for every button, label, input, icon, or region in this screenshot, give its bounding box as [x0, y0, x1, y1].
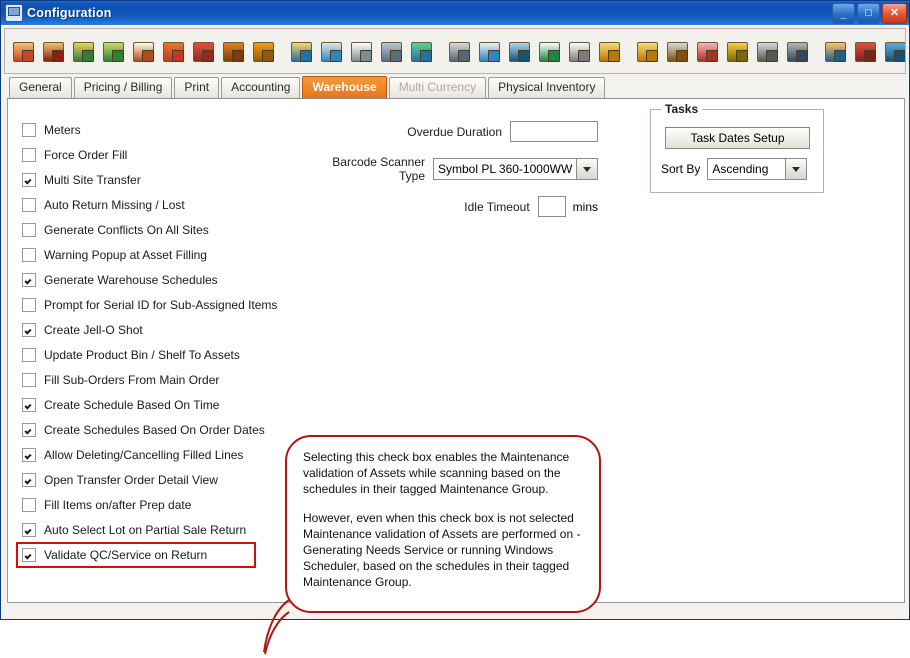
help-icon[interactable]: [881, 37, 906, 65]
export-icon-badge: [834, 50, 846, 62]
checkbox-label: Prompt for Serial ID for Sub-Assigned Items: [44, 297, 278, 312]
tasks-group: [650, 102, 824, 193]
warehouse-settings-panel: [7, 99, 905, 603]
idle-timeout-units: mins: [572, 199, 598, 214]
save-icon-badge: [22, 50, 34, 62]
minimize-button[interactable]: [832, 3, 855, 24]
checkbox-label: Validate QC/Service on Return: [44, 548, 208, 562]
pink-note-icon[interactable]: [693, 37, 721, 65]
checkbox-row[interactable]: [22, 442, 302, 467]
broom-icon-badge: [608, 50, 620, 62]
sort-by-label: Sort By: [661, 162, 701, 176]
checkbox-row[interactable]: [22, 267, 302, 292]
tab-print[interactable]: Print: [174, 77, 219, 98]
minimize-icon: _: [840, 7, 847, 20]
pink-note-icon-badge: [706, 50, 718, 62]
checkbox-row[interactable]: [22, 517, 302, 542]
checkbox-row[interactable]: [22, 242, 302, 267]
checkbox-indicator[interactable]: [22, 373, 36, 387]
checkbox-row[interactable]: [22, 117, 302, 142]
save-icon[interactable]: [9, 37, 37, 65]
color-palette-icon-badge: [420, 50, 432, 62]
checkbox-label: Warning Popup at Asset Filling: [44, 247, 207, 262]
checkbox-row[interactable]: [22, 367, 302, 392]
idle-timeout-label: Idle Timeout: [464, 199, 530, 214]
checkbox-row[interactable]: [22, 292, 302, 317]
close-icon: ✕: [889, 6, 900, 19]
overdue-duration-label: Overdue Duration: [407, 124, 502, 139]
main-toolbar: [4, 28, 906, 74]
calendar-icon-badge: [172, 50, 184, 62]
color-palette-icon[interactable]: [407, 37, 435, 65]
checkbox-label: Force Order Fill: [44, 147, 128, 162]
save-as-icon-badge: [52, 50, 64, 62]
checkbox-label: Create Schedule Based On Time: [44, 397, 220, 412]
link-icon-badge: [330, 50, 342, 62]
maximize-icon: □: [865, 6, 872, 19]
currency-convert-icon-badge: [112, 50, 124, 62]
checkbox-row[interactable]: [22, 217, 302, 242]
list-doc-icon[interactable]: [565, 37, 593, 65]
checkbox-label: Generate Conflicts On All Sites: [44, 222, 209, 237]
settings-checkbox-list: [22, 117, 302, 568]
overdue-duration-row: [308, 121, 598, 142]
checkbox-row[interactable]: [22, 492, 302, 517]
checkbox-indicator[interactable]: [22, 448, 36, 462]
checkbox-label: Update Product Bin / Shelf To Assets: [44, 347, 240, 362]
grid-report-icon[interactable]: [249, 37, 277, 65]
report-icon-badge: [548, 50, 560, 62]
tab-accounting[interactable]: Accounting: [221, 77, 300, 98]
checkbox-indicator[interactable]: [22, 523, 36, 537]
barcode-scanner-type-label: Barcode Scanner Type: [332, 155, 425, 183]
checkbox-label: Open Transfer Order Detail View: [44, 472, 218, 487]
save-as-icon[interactable]: [39, 37, 67, 65]
dropdown-doc-icon-badge: [488, 50, 500, 62]
inventory-icon[interactable]: [219, 37, 247, 65]
lock-icon-badge: [766, 50, 778, 62]
tab-general[interactable]: General: [9, 77, 72, 98]
chevron-down-icon[interactable]: [785, 159, 806, 179]
document-icon[interactable]: [347, 37, 375, 65]
attach-icon-badge: [458, 50, 470, 62]
checkbox-indicator[interactable]: [22, 248, 36, 262]
calendar-icon[interactable]: [159, 37, 187, 65]
overdue-duration-input[interactable]: [510, 121, 598, 142]
currency-convert-icon[interactable]: [99, 37, 127, 65]
search-doc-icon-badge: [300, 50, 312, 62]
tab-warehouse[interactable]: Warehouse: [302, 76, 386, 98]
checkbox-indicator[interactable]: [22, 398, 36, 412]
tab-bar: [7, 77, 905, 99]
checkbox-indicator[interactable]: [22, 123, 36, 137]
tab-pricing-billing[interactable]: Pricing / Billing: [74, 77, 173, 98]
checkbox-indicator[interactable]: [22, 198, 36, 212]
barcode-scanner-type-row: [308, 155, 598, 183]
checkbox-indicator[interactable]: [22, 148, 36, 162]
checkbox-row[interactable]: [22, 167, 302, 192]
checkbox-row[interactable]: [22, 417, 302, 442]
money-bag-icon[interactable]: [69, 37, 97, 65]
idle-timeout-row: [308, 196, 598, 217]
checkbox-indicator[interactable]: [22, 548, 36, 562]
checkbox-indicator[interactable]: [22, 498, 36, 512]
info-callout: [285, 435, 601, 613]
app-window-icon: [5, 4, 23, 22]
task-dates-setup-button[interactable]: Task Dates Setup: [665, 127, 810, 149]
checkbox-label: Fill Sub-Orders From Main Order: [44, 372, 220, 387]
money-bag-icon-badge: [82, 50, 94, 62]
checkbox-row[interactable]: [22, 467, 302, 492]
sort-by-value: Ascending: [712, 162, 769, 176]
checkbox-indicator[interactable]: [22, 223, 36, 237]
checkbox-row[interactable]: [22, 342, 302, 367]
link-icon[interactable]: [317, 37, 345, 65]
wrench-icon[interactable]: [663, 37, 691, 65]
exit-icon[interactable]: [851, 37, 879, 65]
tab-physical-inventory[interactable]: Physical Inventory: [488, 77, 605, 98]
price-tag-icon-badge: [202, 50, 214, 62]
sort-by-select[interactable]: [707, 158, 807, 180]
document-icon-badge: [360, 50, 372, 62]
warehouse-fields: [308, 121, 598, 230]
checkbox-row[interactable]: [22, 142, 302, 167]
table-icon-badge: [518, 50, 530, 62]
checkbox-label: Auto Return Missing / Lost: [44, 197, 185, 212]
help-icon-badge: [894, 50, 906, 62]
barcode-scanner-type-select[interactable]: [433, 158, 598, 180]
settings-gear-icon-badge: [390, 50, 402, 62]
checkbox-label: Create Schedules Based On Order Dates: [44, 422, 265, 437]
tasks-group-title: Tasks: [661, 102, 702, 116]
checkbox-label: Create Jell-O Shot: [44, 322, 143, 337]
sort-by-row: [661, 158, 807, 180]
checkbox-label: Auto Select Lot on Partial Sale Return: [44, 522, 247, 537]
price-tag-icon[interactable]: [189, 37, 217, 65]
checkbox-indicator[interactable]: [22, 273, 36, 287]
checkbox-label: Meters: [44, 122, 81, 137]
user-setup-icon-badge: [796, 50, 808, 62]
title-bar: [1, 1, 909, 25]
checkbox-row[interactable]: [22, 192, 302, 217]
idle-timeout-input[interactable]: [538, 196, 566, 217]
key-icon-badge: [736, 50, 748, 62]
wrench-icon-badge: [676, 50, 688, 62]
barcode-scanner-type-value: Symbol PL 360-1000WW: [438, 162, 573, 176]
brush-icon-badge: [646, 50, 658, 62]
checkbox-row[interactable]: [16, 542, 256, 568]
export-icon[interactable]: [821, 37, 849, 65]
checkbox-label: Fill Items on/after Prep date: [44, 497, 192, 512]
checkbox-indicator[interactable]: [22, 298, 36, 312]
edit-note-icon[interactable]: [129, 37, 157, 65]
close-button[interactable]: [882, 3, 907, 24]
key-icon[interactable]: [723, 37, 751, 65]
broom-icon[interactable]: [595, 37, 623, 65]
user-setup-icon[interactable]: [783, 37, 811, 65]
checkbox-indicator[interactable]: [22, 423, 36, 437]
checkbox-label: Allow Deleting/Cancelling Filled Lines: [44, 447, 244, 462]
dropdown-doc-icon[interactable]: [475, 37, 503, 65]
callout-paragraph-2: However, even when this check box is not selected Maintenance validation of Assets are performed on - Generating Needs Service or running Windows Scheduler, based on the schedules in their tagged Maintenance Group.: [303, 511, 581, 589]
brush-icon[interactable]: [633, 37, 661, 65]
callout-tail: [261, 596, 291, 658]
checkbox-label: Multi Site Transfer: [44, 172, 141, 187]
edit-note-icon-badge: [142, 50, 154, 62]
checkbox-indicator[interactable]: [22, 323, 36, 337]
checkbox-row[interactable]: [22, 317, 302, 342]
checkbox-indicator[interactable]: [22, 348, 36, 362]
list-doc-icon-badge: [578, 50, 590, 62]
checkbox-label: Generate Warehouse Schedules: [44, 272, 218, 287]
settings-gear-icon[interactable]: [377, 37, 405, 65]
attach-icon[interactable]: [445, 37, 473, 65]
exit-icon-badge: [864, 50, 876, 62]
callout-paragraph-1: Selecting this check box enables the Maintenance validation of Assets while scanning based on the schedules in their tagged Maintenance Group.: [303, 450, 570, 496]
chevron-down-icon[interactable]: [576, 159, 597, 179]
lock-icon[interactable]: [753, 37, 781, 65]
checkbox-indicator[interactable]: [22, 173, 36, 187]
inventory-icon-badge: [232, 50, 244, 62]
report-icon[interactable]: [535, 37, 563, 65]
window-controls: [832, 3, 907, 24]
maximize-button[interactable]: [857, 3, 880, 24]
checkbox-indicator[interactable]: [22, 473, 36, 487]
grid-report-icon-badge: [262, 50, 274, 62]
table-icon[interactable]: [505, 37, 533, 65]
tab-multi-currency: Multi Currency: [389, 77, 486, 98]
search-doc-icon[interactable]: [287, 37, 315, 65]
window-title: Configuration: [27, 6, 112, 20]
checkbox-row[interactable]: [22, 392, 302, 417]
